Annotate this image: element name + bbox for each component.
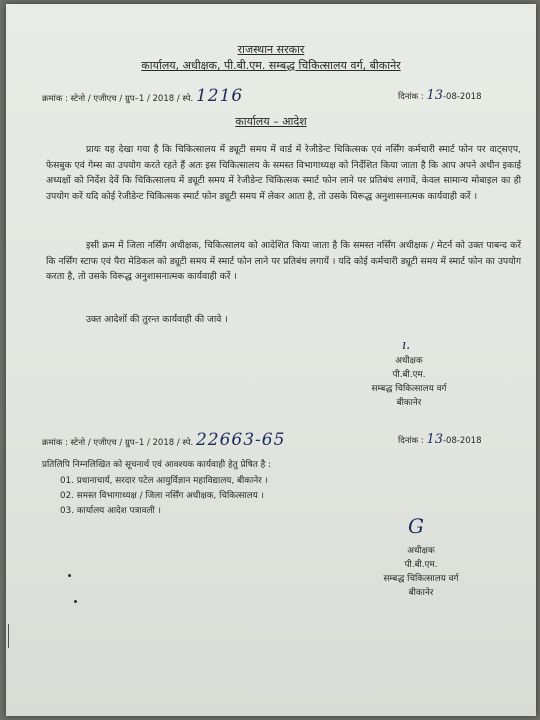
copy-to-item: 02. समस्त विभागाध्यक्ष / जिला नर्सिंग अधीक्षक, चिकित्सालय । bbox=[60, 491, 264, 501]
signature-block-1 bbox=[334, 354, 484, 410]
order-title: कार्यालय – आदेश bbox=[235, 115, 307, 128]
body-paragraph-3: उक्त आदेशों की तुरन्त कार्यवाही की जावे । bbox=[86, 314, 228, 325]
copy-to-item: 01. प्रधानाचार्य, सरदार पटेल आयुर्विज्ञान महाविद्यालय, बीकानेर । bbox=[60, 476, 268, 486]
header-government: राजस्थान सरकार bbox=[237, 43, 305, 56]
copy-to-item: 03. कार्यालय आदेश पत्रावली । bbox=[60, 506, 161, 516]
reference-date-1 bbox=[398, 88, 482, 103]
reference-label: क्रमांक : स्टेनो / एजीएच / ग्रुप–1 / 2018 / स्पे. bbox=[42, 94, 194, 104]
body-paragraph-1: प्रायः यह देखा गया है कि चिकित्सालय में ड्यूटी समय में वार्ड में रेजीडेन्ट चिकित्सक एवं नर्सिंग कर्मचारी स्मार्ट फोन पर वाट्सएप, फेसबुक एवं गेम्स का उपयोग करते रहते हैं अतः इस चिकित्सालय के समस्त विभागाध्यक्ष को निर्देशित किया जाता है कि आप अपने अधीन इकाई अध्यक्षों को निर्देश देवें कि चिकित्सालय में ड्यूटी समय में रेजीडेन्ट चिकित्सक स्मार्ट फोन लाने पर प्रतिबंध लगावें, केवल सामान्य मोबाइल का ही उपयोग करें यदि कोई रेजीडेन्ट चिकित्सक स्मार्ट फोन ड्यूटी समय में लेकर आता है, तो उसके विरूद्ध अनुशासनात्मक कार्यवाही करें । bbox=[46, 144, 521, 202]
handwritten-date-day: 13 bbox=[426, 88, 443, 103]
signatory-city: बीकानेर bbox=[408, 588, 434, 598]
ink-speck bbox=[68, 574, 71, 577]
signature-mark-2: G bbox=[408, 514, 424, 538]
reference-line-2 bbox=[42, 430, 285, 450]
body-paragraph-2: इसी क्रम में जिला नर्सिंग अधीक्षक, चिकित्सालय को आदेशित किया जाता है कि समस्त नर्सिंग अधीक्षक / मेटर्न को उक्त पाबन्द करें कि नर्सिंग स्टाफ एवं पैरा मेडिकल को ड्यूटी समय में स्मार्ट फोन लाने पर प्रतिबंध लगायें । यदि कोई कर्मचारी ड्यूटी समय में स्मार्ट फोन का उपयोग करता है, तो उसके विरूद्ध अनुशासनात्मक कार्यवाही करें । bbox=[46, 240, 521, 282]
reference-date-2 bbox=[398, 432, 482, 447]
handwritten-reference-number: 22663-65 bbox=[195, 430, 286, 450]
ink-speck bbox=[74, 600, 77, 603]
signatory-institution: पी.बी.एम. bbox=[404, 560, 438, 570]
signatory-city: बीकानेर bbox=[396, 398, 422, 408]
signatory-group: सम्बद्ध चिकित्सालय वर्ग bbox=[383, 574, 459, 584]
signature-mark-1: ı. bbox=[402, 338, 411, 353]
signatory-designation: अधीक्षक bbox=[395, 356, 423, 366]
header-office: कार्यालय, अधीक्षक, पी.बी.एम. सम्बद्ध चिकित्सालय वर्ग, बीकानेर bbox=[141, 59, 401, 72]
document-page bbox=[6, 4, 536, 716]
fold-mark bbox=[8, 624, 9, 648]
date-month-year: -08-2018 bbox=[442, 436, 482, 446]
signatory-designation: अधीक्षक bbox=[407, 546, 435, 556]
date-label: दिनांक : bbox=[398, 436, 424, 446]
signatory-institution: पी.बी.एम. bbox=[392, 370, 426, 380]
reference-line-1 bbox=[42, 86, 243, 106]
handwritten-date-day: 13 bbox=[426, 432, 443, 447]
copy-to-intro: प्रतिलिपि निम्नलिखित को सूचनार्थ एवं आवश्यक कार्यवाही हेतु प्रेषित है : bbox=[42, 460, 272, 470]
reference-label: क्रमांक : स्टेनो / एजीएच / ग्रुप–1 / 2018 / स्पे. bbox=[42, 438, 194, 448]
signature-block-2 bbox=[346, 544, 496, 600]
date-month-year: -08-2018 bbox=[442, 92, 482, 102]
copy-to-list bbox=[60, 474, 268, 519]
handwritten-reference-number: 1216 bbox=[195, 86, 244, 106]
signatory-group: सम्बद्ध चिकित्सालय वर्ग bbox=[371, 384, 447, 394]
date-label: दिनांक : bbox=[398, 92, 424, 102]
